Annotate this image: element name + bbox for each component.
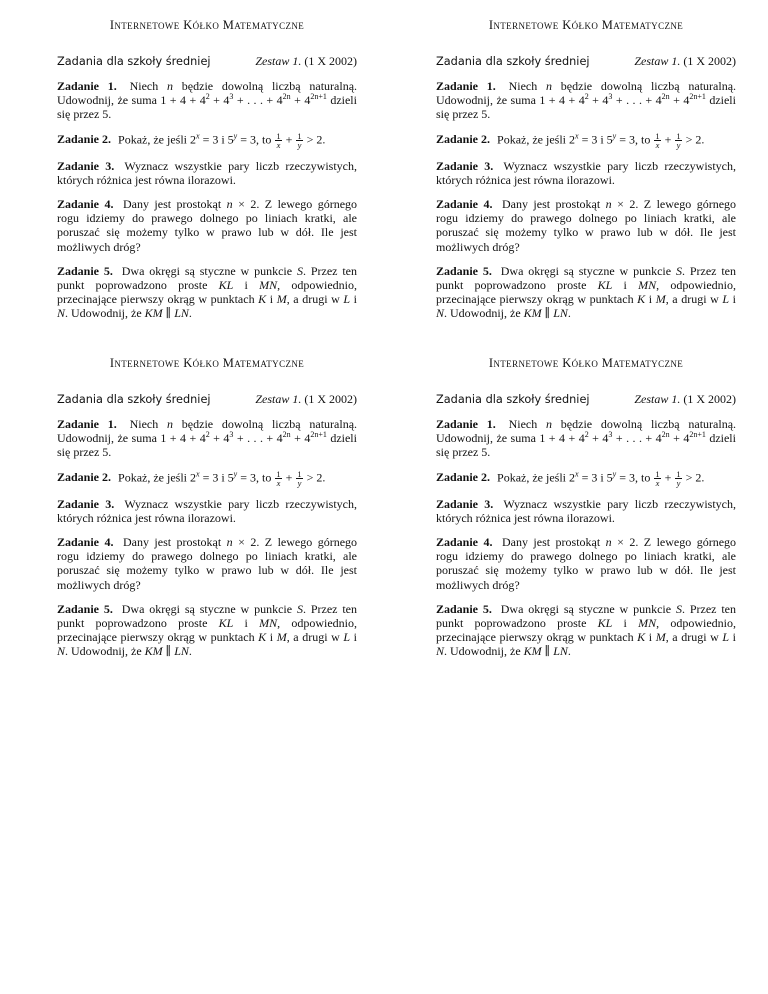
- task-2: Zadanie 2. Pokaż, że jeśli $2^x = 3$ i $5^y = 3$, to $\frac{1}{x}$ + $\frac{1}{y}$ > 2.: [57, 468, 326, 488]
- problem-sheet-bottom-left: [57, 356, 357, 669]
- fraction-1-over-x: $\frac{1}{x}$: [276, 468, 281, 488]
- subheader-set: Zestaw 1. (1 X 2002): [634, 54, 736, 68]
- sheet-subheader: [57, 54, 357, 69]
- sheet-subheader: [436, 54, 736, 69]
- problem-sheet-bottom-right: [436, 356, 736, 669]
- subheader-level: Zadania dla szkoły średniej: [57, 393, 211, 406]
- fraction-1-over-x: $\frac{1}{x}$: [276, 130, 281, 150]
- task-5: Zadanie 5. Dwa okręgi są styczne w punkcie S. Przez ten punkt poprowadzono proste KL i MN, odpowiednio, przecinające pierwszy okrąg w punktach K i M, a drugi w L i N. Udowodnij, że KM ∥ LN.: [436, 601, 737, 659]
- task-1: Zadanie 1. Niech n będzie dowolną liczbą naturalną. Udowodnij, że suma $1 + 4 + 4^2 + 4^3$ + . . . + $4^{2n} + 4^{2n+1}$ dzieli się przez 5.: [436, 79, 737, 122]
- subheader-set: Zestaw 1. (1 X 2002): [255, 392, 357, 406]
- task-4: Zadanie 4. Dany jest prostokąt n × 2. Z lewego górnego rogu idziemy do prawego dolnego po liniach kratki, ale poruszać się możemy tylko w prawo lub w dół. Ile jest możliwych dróg?: [57, 197, 358, 254]
- task-2: Zadanie 2. Pokaż, że jeśli $2^x = 3$ i $5^y = 3$, to $\frac{1}{x}$ + $\frac{1}{y}$ > 2.: [57, 130, 326, 150]
- fraction-1-over-y: $\frac{1}{y}$: [676, 130, 681, 150]
- fraction-1-over-y: $\frac{1}{y}$: [297, 130, 302, 150]
- subheader-level: Zadania dla szkoły średniej: [436, 393, 590, 406]
- sheet-header: Internetowe Kółko Matematyczne: [109, 18, 305, 32]
- fraction-1-over-y: $\frac{1}{y}$: [676, 468, 681, 488]
- task-2: Zadanie 2. Pokaż, że jeśli $2^x = 3$ i $5^y = 3$, to $\frac{1}{x}$ + $\frac{1}{y}$ > 2.: [436, 468, 705, 488]
- sheet-subheader: [57, 392, 357, 407]
- task-4: Zadanie 4. Dany jest prostokąt n × 2. Z lewego górnego rogu idziemy do prawego dolnego po liniach kratki, ale poruszać się możemy tylko w prawo lub w dół. Ile jest możliwych dróg?: [436, 535, 737, 592]
- task-3: Zadanie 3. Wyznacz wszystkie pary liczb rzeczywistych, których różnica jest równa ilorazowi.: [436, 158, 736, 187]
- task-3: Zadanie 3. Wyznacz wszystkie pary liczb rzeczywistych, których różnica jest równa ilorazowi.: [436, 496, 736, 525]
- sheet-header: Internetowe Kółko Matematyczne: [488, 18, 684, 32]
- task-4: Zadanie 4. Dany jest prostokąt n × 2. Z lewego górnego rogu idziemy do prawego dolnego po liniach kratki, ale poruszać się możemy tylko w prawo lub w dół. Ile jest możliwych dróg?: [436, 197, 737, 254]
- fraction-1-over-y: $\frac{1}{y}$: [297, 468, 302, 488]
- problem-sheet-top-right: [436, 18, 736, 331]
- task-3: Zadanie 3. Wyznacz wszystkie pary liczb rzeczywistych, których różnica jest równa ilorazowi.: [57, 158, 357, 187]
- task-4: Zadanie 4. Dany jest prostokąt n × 2. Z lewego górnego rogu idziemy do prawego dolnego po liniach kratki, ale poruszać się możemy tylko w prawo lub w dół. Ile jest możliwych dróg?: [57, 535, 358, 592]
- task-5: Zadanie 5. Dwa okręgi są styczne w punkcie S. Przez ten punkt poprowadzono proste KL i MN, odpowiednio, przecinające pierwszy okrąg w punktach K i M, a drugi w L i N. Udowodnij, że KM ∥ LN.: [436, 263, 737, 321]
- problem-sheet-top-left: [57, 18, 357, 331]
- subheader-level: Zadania dla szkoły średniej: [57, 55, 211, 68]
- task-1: Zadanie 1. Niech n będzie dowolną liczbą naturalną. Udowodnij, że suma $1 + 4 + 4^2 + 4^3$ + . . . + $4^{2n} + 4^{2n+1}$ dzieli się przez 5.: [57, 417, 358, 460]
- sheet-header: Internetowe Kółko Matematyczne: [109, 356, 305, 370]
- task-2: Zadanie 2. Pokaż, że jeśli $2^x = 3$ i $5^y = 3$, to $\frac{1}{x}$ + $\frac{1}{y}$ > 2.: [436, 130, 705, 150]
- sheet-subheader: [436, 392, 736, 407]
- subheader-set: Zestaw 1. (1 X 2002): [255, 54, 357, 68]
- fraction-1-over-x: $\frac{1}{x}$: [655, 130, 660, 150]
- task-1: Zadanie 1. Niech n będzie dowolną liczbą naturalną. Udowodnij, że suma $1 + 4 + 4^2 + 4^3$ + . . . + $4^{2n} + 4^{2n+1}$ dzieli się przez 5.: [436, 417, 737, 460]
- task-5: Zadanie 5. Dwa okręgi są styczne w punkcie S. Przez ten punkt poprowadzono proste KL i MN, odpowiednio, przecinające pierwszy okrąg w punktach K i M, a drugi w L i N. Udowodnij, że KM ∥ LN.: [57, 601, 358, 659]
- sheet-header: Internetowe Kółko Matematyczne: [488, 356, 684, 370]
- subheader-set: Zestaw 1. (1 X 2002): [634, 392, 736, 406]
- task-3: Zadanie 3. Wyznacz wszystkie pary liczb rzeczywistych, których różnica jest równa ilorazowi.: [57, 496, 357, 525]
- subheader-level: Zadania dla szkoły średniej: [436, 55, 590, 68]
- task-1: Zadanie 1. Niech n będzie dowolną liczbą naturalną. Udowodnij, że suma $1 + 4 + 4^2 + 4^3$ + . . . + $4^{2n} + 4^{2n+1}$ dzieli się przez 5.: [57, 79, 358, 122]
- task-5: Zadanie 5. Dwa okręgi są styczne w punkcie S. Przez ten punkt poprowadzono proste KL i MN, odpowiednio, przecinające pierwszy okrąg w punktach K i M, a drugi w L i N. Udowodnij, że KM ∥ LN.: [57, 263, 358, 321]
- fraction-1-over-x: $\frac{1}{x}$: [655, 468, 660, 488]
